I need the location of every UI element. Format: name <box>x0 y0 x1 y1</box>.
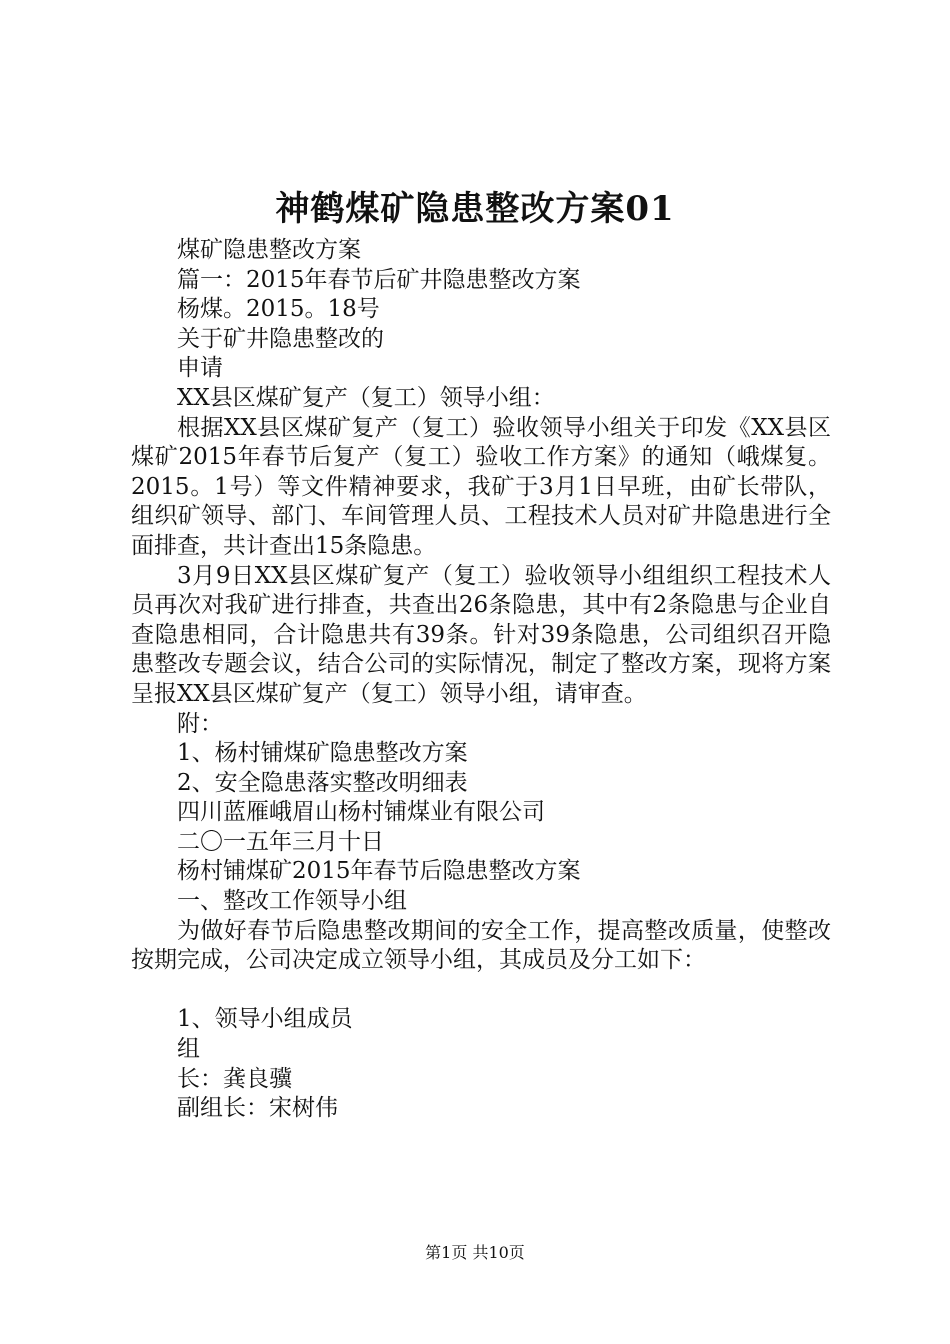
paragraph-attachment-1: 1、杨村铺煤矿隐患整改方案 <box>177 740 468 767</box>
paragraph-section-one: 一、整改工作领导小组 <box>177 888 407 915</box>
paragraph-group: 组 <box>177 1036 200 1063</box>
paragraph-subtitle: 煤矿隐患整改方案 <box>177 237 361 263</box>
blank-line <box>131 976 831 1006</box>
paragraph-body-3: 为做好春节后隐患整改期间的安全工作，提高整改质量，使整改按期完成，公司决定成立领导小组，其成员及分工如下： <box>131 917 831 974</box>
paragraph-chapter-one: 篇一：2015年春节后矿井隐患整改方案 <box>177 266 581 293</box>
paragraph-about: 关于矿井隐患整改的 <box>177 325 384 352</box>
document-title: 神鹤煤矿隐患整改方案01 <box>275 189 675 229</box>
paragraph-attachment-label: 附： <box>177 710 223 737</box>
document-body <box>131 236 831 1124</box>
paragraph-doc-number: 杨煤。2015。18号 <box>177 296 380 323</box>
paragraph-members: 1、领导小组成员 <box>177 1006 353 1033</box>
paragraph-attachment-2: 2、安全隐患落实整改明细表 <box>177 769 468 796</box>
paragraph-body-2: 3月9日XX县区煤矿复产（复工）验收领导小组组织工程技术人员再次对我矿进行排查，共查出26条隐患，其中有2条隐患与企业自查隐患相同，合计隐患共有39条。针对39条隐患，公司组织召开隐患整改专题会议，结合公司的实际情况，制定了整改方案，现将方案呈报XX县区煤矿复产（复工）领导小组，请审查。 <box>131 562 831 707</box>
page-footer: 第1页 共10页 <box>425 1243 525 1262</box>
paragraph-plan-title: 杨村铺煤矿2015年春节后隐患整改方案 <box>177 858 581 885</box>
paragraph-deputy-leader: 副组长：宋树伟 <box>177 1095 338 1122</box>
paragraph-addressee: XX县区煤矿复产（复工）领导小组： <box>177 384 555 411</box>
paragraph-date: 二〇一五年三月十日 <box>177 828 384 855</box>
paragraph-leader: 长：龚良骥 <box>177 1065 292 1092</box>
paragraph-company: 四川蓝雁峨眉山杨村铺煤业有限公司 <box>177 799 545 826</box>
paragraph-application: 申请 <box>177 355 223 382</box>
paragraph-body-1: 根据XX县区煤矿复产（复工）验收领导小组关于印发《XX县区煤矿2015年春节后复产（复工）验收工作方案》的通知（峨煤复。2015。1号）等文件精神要求，我矿于3月1日早班，由矿长带队，组织矿领导、部门、车间管理人员、工程技术人员对矿井隐患进行全面排查，共计查出15条隐患。 <box>131 414 831 559</box>
